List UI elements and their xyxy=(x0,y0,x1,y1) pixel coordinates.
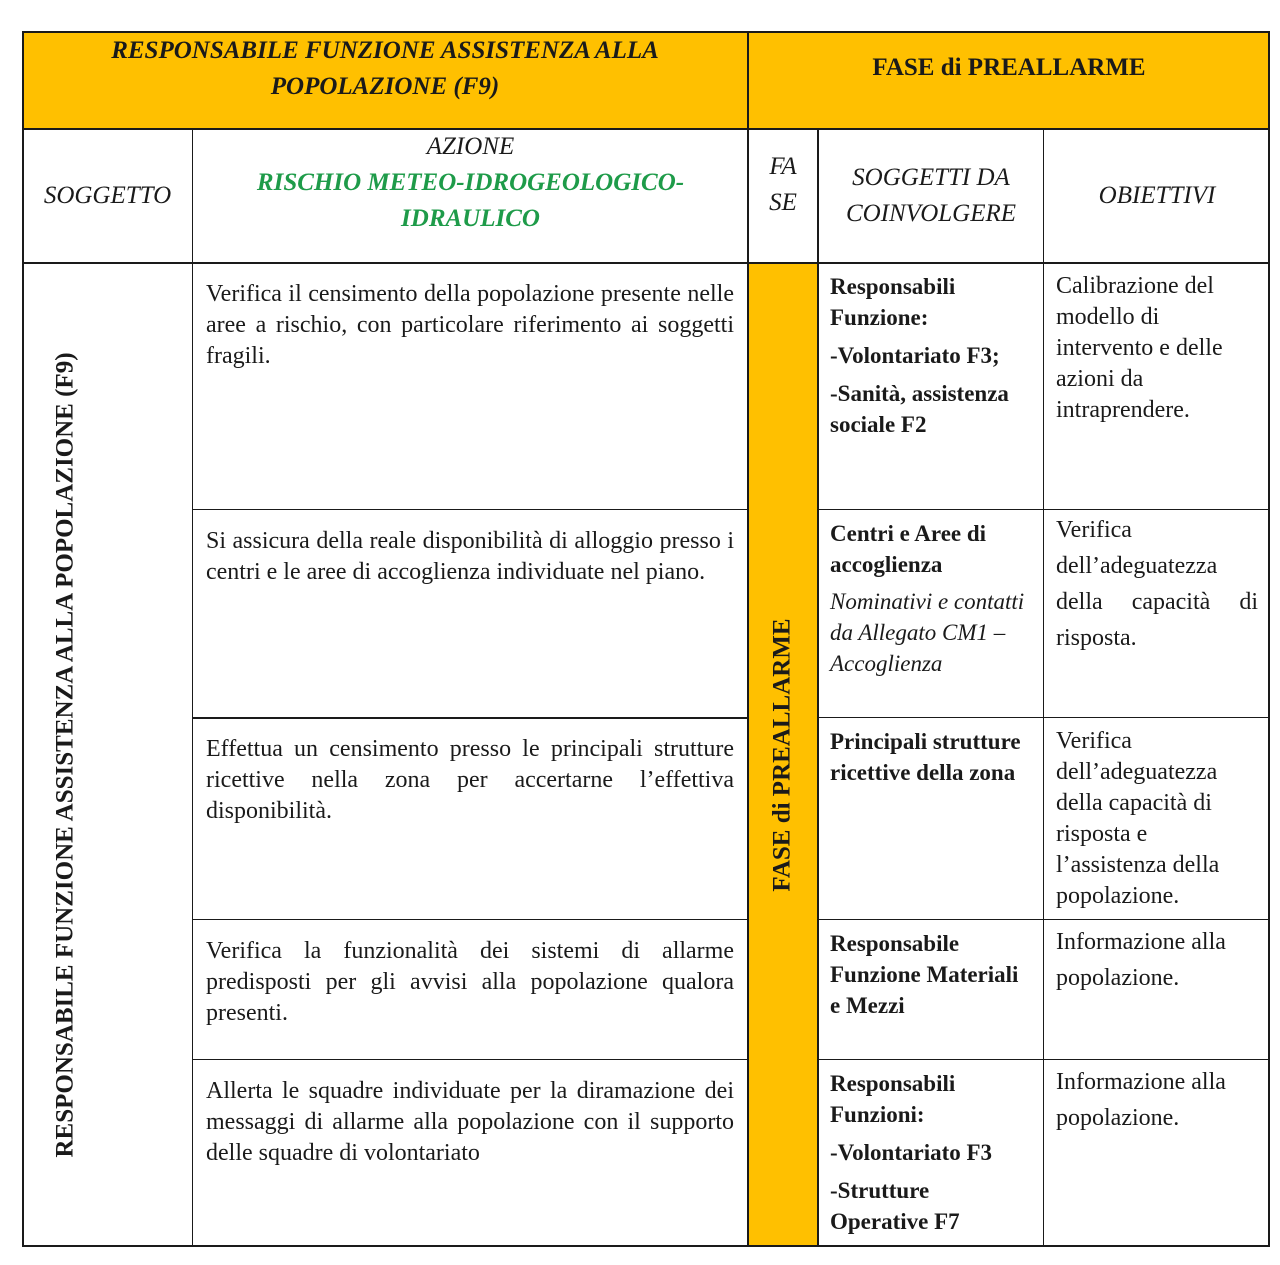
line-row-2-left xyxy=(193,717,748,719)
row-4-soggetti: Responsabile Funzione Materiali e Mezzi xyxy=(830,931,1019,1018)
border-top xyxy=(22,31,1270,33)
col-header-soggetto: SOGGETTO xyxy=(43,182,172,209)
row-1-soggetti: Responsabili Funzione: -Volontariato F3; -Sanità, assistenza sociale F2 xyxy=(830,274,1009,437)
line-row-1-left xyxy=(193,509,748,510)
row-4-azione: Verifica la funzionalità dei sistemi di allarme predisposti per gli avvisi alla popolazione qualora presenti. xyxy=(206,938,734,1026)
line-col-4 xyxy=(1043,129,1044,1247)
line-under-colheaders xyxy=(22,262,1270,264)
row-3-azione: Effettua un censimento presso le principali strutture ricettive nella zona per accertarne l’effettiva disponibilità. xyxy=(206,736,734,824)
risk-type-line1: RISCHIO METEO-IDROGEOLOGICO- xyxy=(256,169,685,196)
table-title-left xyxy=(22,31,748,129)
azione-label: AZIONE xyxy=(426,133,515,160)
border-bottom xyxy=(22,1245,1270,1247)
line-col-2 xyxy=(747,31,749,1247)
title-left-line1: RESPONSABILE FUNZIONE ASSISTENZA ALLA xyxy=(111,37,659,64)
row-2-obiettivo: Verifica dell’adeguatezza della capacità di risposta. xyxy=(1056,517,1258,651)
phase-title: FASE di PREALLARME xyxy=(872,54,1146,81)
line-under-header xyxy=(22,128,1270,130)
soggetto-vertical-cell xyxy=(22,263,193,1247)
line-row-4-left xyxy=(193,1059,748,1060)
row-2-azione: Si assicura della reale disponibilità di alloggio presso i centri e le aree di accoglienza individuate nel piano. xyxy=(206,528,734,585)
fase-vertical-label: FASE di PREALLARME xyxy=(769,618,796,892)
col-header-obiettivi: OBIETTIVI xyxy=(1098,182,1216,209)
border-right xyxy=(1268,31,1270,1247)
table-title-right xyxy=(748,31,1270,105)
fase-vertical-cell xyxy=(748,263,818,1247)
line-col-1 xyxy=(192,129,193,1247)
row-2-soggetti: Centri e Aree di accoglienza Nominativi e contatti da Allegato CM1 – Accoglienza xyxy=(830,521,1025,676)
row-4-obiettivo: Informazione alla popolazione. xyxy=(1056,929,1226,991)
col-header-fase: FA SE xyxy=(769,153,797,216)
row-5-soggetti: Responsabili Funzioni: -Volontariato F3 -Strutture Operative F7 xyxy=(830,1071,993,1234)
line-row-1-right xyxy=(818,509,1270,510)
title-left-line2: POPOLAZIONE (F9) xyxy=(270,73,500,100)
risk-type-line2: IDRAULICO xyxy=(401,205,540,232)
soggetto-vertical-label: RESPONSABILE FUNZIONE ASSISTENZA ALLA POPOLAZIONE (F9) xyxy=(52,352,79,1158)
line-row-4-right xyxy=(818,1059,1270,1060)
col-header-soggetti: SOGGETTI DA COINVOLGERE xyxy=(845,164,1017,227)
row-1-obiettivo: Calibrazione del modello di intervento e delle azioni da intraprendere. xyxy=(1056,273,1223,423)
row-1-azione: Verifica il censimento della popolazione presente nelle aree a rischio, con particolare riferimento ai soggetti fragili. xyxy=(206,281,734,369)
line-row-3-right xyxy=(818,919,1270,920)
row-5-azione: Allerta le squadre individuate per la diramazione dei messaggi di allarme alla popolazione con il supporto delle squadre di volontariato xyxy=(206,1078,734,1166)
row-3-obiettivo: Verifica dell’adeguatezza della capacità di risposta e l’assistenza della popolazione. xyxy=(1056,728,1220,909)
border-left xyxy=(22,31,24,1247)
row-3-soggetti: Principali strutture ricettive della zona xyxy=(830,729,1021,785)
row-5-obiettivo: Informazione alla popolazione. xyxy=(1056,1069,1226,1131)
line-row-3-left xyxy=(193,919,748,920)
preallarme-table xyxy=(22,31,1270,1247)
line-row-2-right xyxy=(818,717,1270,718)
col-header-azione xyxy=(193,129,748,263)
line-col-3 xyxy=(817,129,819,1247)
header-right-fill xyxy=(748,105,1270,129)
